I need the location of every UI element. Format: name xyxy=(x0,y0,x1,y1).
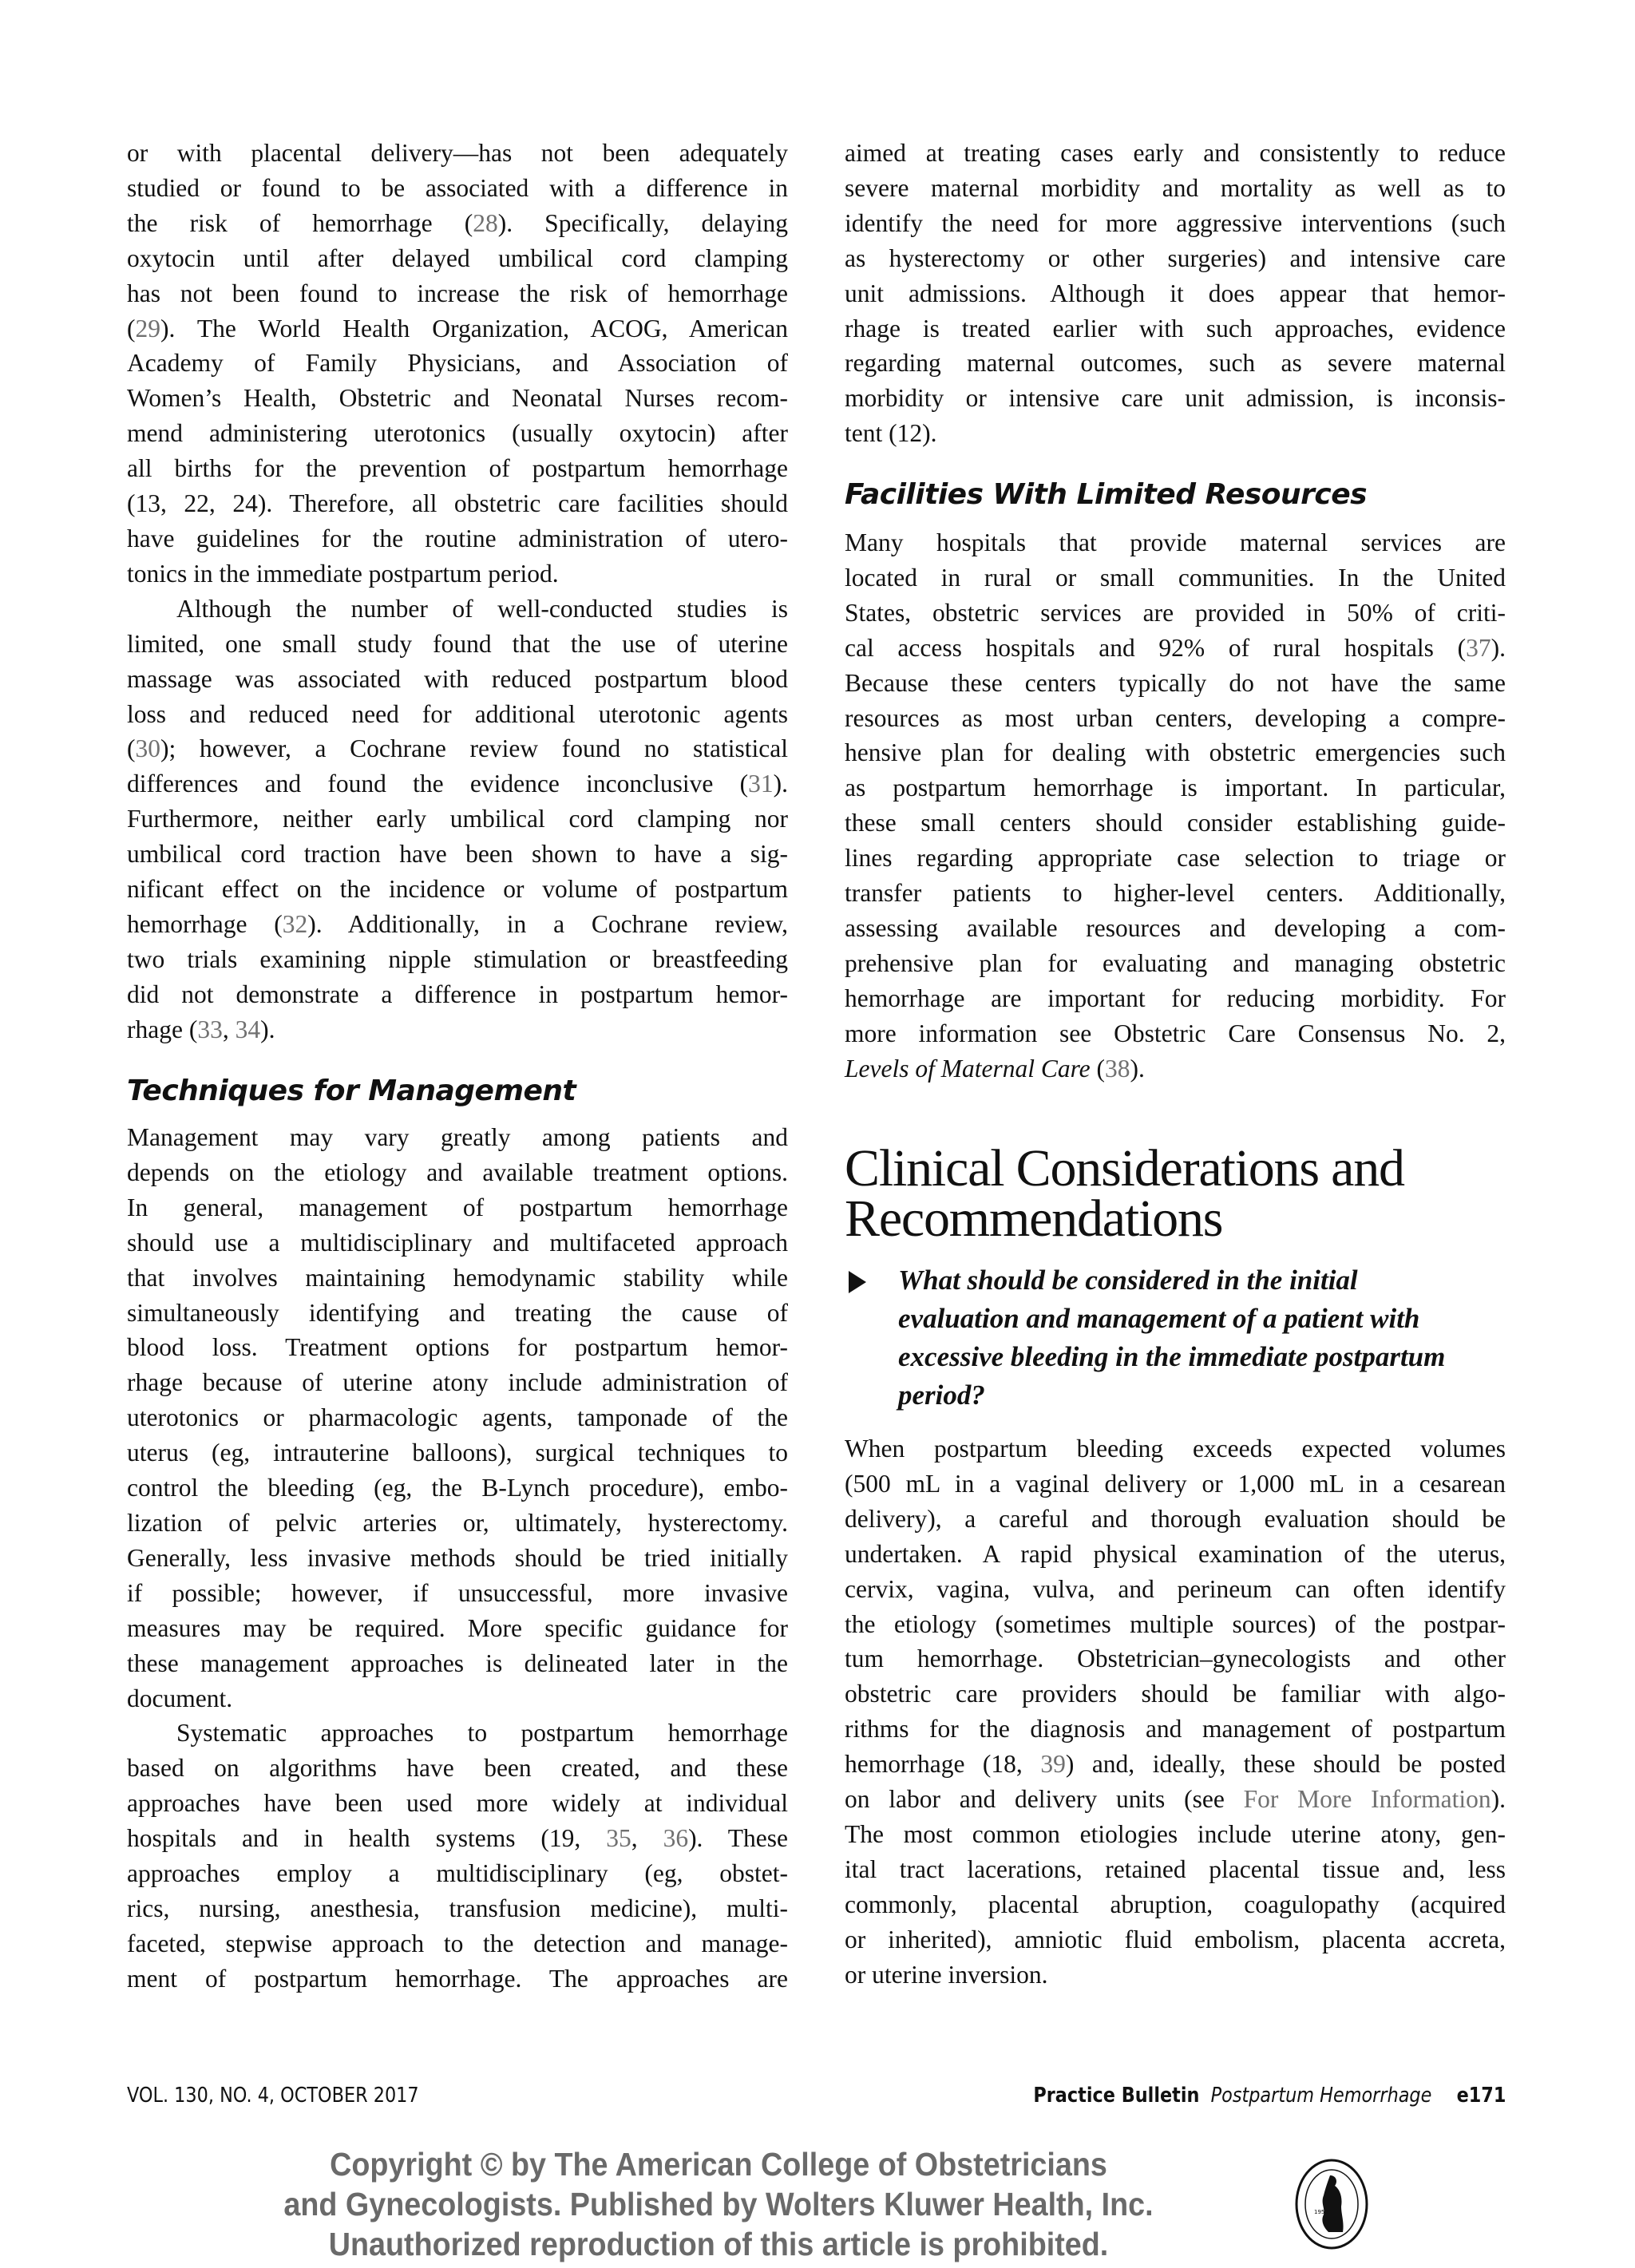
text-run: has not been found to increase the risk of hemorrhage xyxy=(127,279,788,307)
text-line xyxy=(845,841,1506,876)
text-line xyxy=(845,311,1506,346)
text-run: rhage ( xyxy=(127,1015,198,1043)
text-run: lines regarding appropriate case selection to triage or xyxy=(845,844,1506,873)
triangle-bullet-icon xyxy=(849,1271,866,1293)
reference-link[interactable]: 32 xyxy=(282,909,308,938)
text-run: ). Additionally, in a Cochrane review, xyxy=(307,909,788,938)
text-run: Women’s Health, Obstetric and Neonatal Nurses recom- xyxy=(127,384,788,413)
text-run: assessing available resources and developing a com- xyxy=(845,913,1506,942)
text-line xyxy=(127,1261,788,1296)
text-line xyxy=(845,1466,1506,1502)
text-line xyxy=(845,276,1506,311)
text-run: document. xyxy=(127,1684,233,1712)
text-run: ). The World Health Organization, ACOG, American xyxy=(160,314,788,342)
text-run: cervix, vagina, vulva, and perineum can often identify xyxy=(845,1574,1506,1603)
text-line xyxy=(845,770,1506,805)
text-run: all births for the prevention of postpartum hemorrhage xyxy=(127,454,788,483)
italic-title: Levels of Maternal Care xyxy=(845,1054,1091,1083)
text-run: lization of pelvic arteries or, ultimately, hysterectomy. xyxy=(127,1508,788,1537)
text-line xyxy=(127,1330,788,1365)
text-run: limited, one small study found that the use of uterine xyxy=(127,629,788,658)
text-line xyxy=(845,1572,1506,1607)
text-line xyxy=(127,241,788,276)
text-line xyxy=(845,1051,1506,1087)
text-run: The most common etiologies include uterine atony, gen- xyxy=(845,1819,1506,1848)
text-run: tent (12). xyxy=(845,419,937,448)
text-line xyxy=(845,981,1506,1016)
reference-link[interactable]: 38 xyxy=(1105,1054,1130,1083)
text-run: transfer patients to higher-level centers. Additionally, xyxy=(845,879,1506,908)
text-run: mend administering uterotonics (usually oxytocin) after xyxy=(127,419,788,448)
text-run: commonly, placental abruption, coagulopathy (acquired xyxy=(845,1890,1506,1918)
text-line xyxy=(127,1435,788,1470)
text-run: Furthermore, neither early umbilical cord clamping nor xyxy=(127,805,788,833)
text-line xyxy=(127,627,788,662)
reference-link[interactable]: 28 xyxy=(473,208,498,237)
text-line xyxy=(845,735,1506,770)
text-run: approaches employ a multidisciplinary (eg, obstet- xyxy=(127,1859,788,1888)
svg-text:1951: 1951 xyxy=(1314,2209,1328,2215)
text-line xyxy=(127,1541,788,1576)
question-heading: What should be considered in the initial evaluation and management of a patient with excessive bleeding in the immediate postpartum period? xyxy=(898,1265,1446,1411)
text-run: these management approaches is delineated later in the xyxy=(127,1649,788,1677)
text-line xyxy=(845,171,1506,206)
footer-topic: Postpartum Hemorrhage xyxy=(1210,2084,1431,2108)
text-run: as postpartum hemorrhage is important. In particular, xyxy=(845,774,1506,802)
text-line xyxy=(845,241,1506,276)
text-line xyxy=(127,346,788,381)
text-line xyxy=(127,136,788,171)
text-line xyxy=(845,1431,1506,1466)
text-line xyxy=(127,766,788,802)
text-line xyxy=(127,1786,788,1821)
text-run: Generally, less invasive methods should be tried initially xyxy=(127,1543,788,1572)
text-run: these small centers should consider establishing guide- xyxy=(845,809,1506,837)
text-run: Academy of Family Physicians, and Association of xyxy=(127,349,788,378)
text-run: nificant effect on the incidence or volume of postpartum xyxy=(127,875,788,904)
text-run: unit admissions. Although it does appear that hemor- xyxy=(845,279,1506,307)
text-run: ). xyxy=(1491,633,1506,662)
text-run: hemorrhage (18, xyxy=(845,1750,1041,1779)
text-line xyxy=(127,592,788,627)
text-run: two trials examining nipple stimulation or breastfeeding xyxy=(127,944,788,973)
text-line xyxy=(127,1856,788,1891)
text-run: located in rural or small communities. In the United xyxy=(845,563,1506,592)
text-line xyxy=(127,731,788,766)
text-run: rithms for the diagnosis and management of postpartum xyxy=(845,1715,1506,1744)
body-text-left-top xyxy=(127,136,788,1047)
text-run: ( xyxy=(1090,1054,1106,1083)
text-run: or with placental delivery—has not been adequately xyxy=(127,139,788,167)
text-line xyxy=(127,697,788,732)
text-run: Management may vary greatly among patients and xyxy=(127,1123,788,1151)
text-run: that involves maintaining hemodynamic stability while xyxy=(127,1263,788,1292)
text-run: the risk of hemorrhage ( xyxy=(127,208,473,237)
reference-link[interactable]: 29 xyxy=(135,314,160,342)
text-run: aimed at treating cases early and consistently to reduce xyxy=(845,139,1506,167)
copyright-line2: and Gynecologists. Published by Wolters Kluwer Health, Inc. xyxy=(283,2186,1154,2222)
text-line xyxy=(845,911,1506,946)
text-run: did not demonstrate a difference in postpartum hemor- xyxy=(127,980,788,1008)
text-run: rhage because of uterine atony include administration of xyxy=(127,1368,788,1397)
copyright-line1: Copyright © by The American College of Obstetricians xyxy=(330,2146,1107,2183)
text-run: hemorrhage ( xyxy=(127,909,283,938)
text-run: or uterine inversion. xyxy=(845,1960,1048,1989)
text-line xyxy=(127,1611,788,1646)
text-line xyxy=(845,1016,1506,1051)
text-run: resources as most urban centers, developing a compre- xyxy=(845,703,1506,732)
text-line xyxy=(845,206,1506,241)
text-run: as hysterectomy or other surgeries) and intensive care xyxy=(845,243,1506,272)
text-run: Because these centers typically do not have the same xyxy=(845,668,1506,697)
main-heading xyxy=(845,1139,1404,1248)
text-run: ). xyxy=(1130,1054,1145,1083)
text-line xyxy=(127,1012,788,1047)
text-line xyxy=(845,1607,1506,1642)
text-run: Systematic approaches to postpartum hemorrhage xyxy=(176,1719,788,1748)
footer-running-title xyxy=(1033,2080,1506,2112)
text-line xyxy=(127,1926,788,1961)
text-line xyxy=(845,1747,1506,1782)
text-run: severe maternal morbidity and mortality as well as to xyxy=(845,173,1506,202)
text-run: States, obstetric services are provided in 50% of criti- xyxy=(845,598,1506,627)
text-run: approaches have been used more widely at individual xyxy=(127,1789,788,1818)
text-run: or inherited), amniotic fluid embolism, placenta accreta, xyxy=(845,1925,1506,1953)
text-line xyxy=(127,907,788,942)
text-run: cal access hospitals and 92% of rural hospitals ( xyxy=(845,633,1467,662)
body-text-answer xyxy=(845,1431,1506,1993)
text-line xyxy=(127,521,788,556)
text-line xyxy=(845,1957,1506,1993)
text-run: delivery), a careful and thorough evaluation should be xyxy=(845,1504,1506,1533)
text-line xyxy=(127,1891,788,1926)
text-run: obstetric care providers should be familiar with algo- xyxy=(845,1680,1506,1708)
text-line xyxy=(845,525,1506,560)
text-line xyxy=(845,666,1506,701)
text-line xyxy=(127,416,788,451)
text-line xyxy=(845,1502,1506,1537)
text-line xyxy=(127,1400,788,1435)
text-run: based on algorithms have been created, and these xyxy=(127,1754,788,1783)
text-run: differences and found the evidence inconclusive ( xyxy=(127,770,749,798)
reference-link[interactable]: 35 xyxy=(606,1824,631,1853)
text-line xyxy=(127,1190,788,1225)
body-text-facilities xyxy=(845,525,1506,1087)
text-line xyxy=(127,662,788,697)
text-line xyxy=(845,1782,1506,1817)
text-run: ). These xyxy=(688,1824,789,1853)
text-line xyxy=(845,805,1506,841)
text-run: rhage is treated earlier with such approaches, evidence xyxy=(845,314,1506,342)
text-line xyxy=(127,1470,788,1506)
text-line xyxy=(845,1922,1506,1957)
text-line xyxy=(845,596,1506,631)
text-run: faceted, stepwise approach to the detection and manage- xyxy=(127,1929,788,1957)
text-line xyxy=(845,381,1506,416)
text-line xyxy=(127,802,788,837)
text-run: ) and, ideally, these should be posted xyxy=(1065,1750,1506,1779)
text-run: ment of postpartum hemorrhage. The approaches are xyxy=(127,1964,788,1993)
text-line xyxy=(127,206,788,241)
reference-link[interactable]: 30 xyxy=(135,734,160,763)
text-run: depends on the etiology and available treatment options. xyxy=(127,1158,788,1186)
text-run: prehensive plan for evaluating and managing obstetric xyxy=(845,948,1506,977)
text-run: Many hospitals that provide maternal services are xyxy=(845,528,1506,556)
main-heading-line1: Clinical Considerations and xyxy=(845,1139,1404,1197)
text-run: oxytocin until after delayed umbilical cord clamping xyxy=(127,243,788,272)
text-run: on labor and delivery units (see xyxy=(845,1785,1244,1814)
text-line xyxy=(845,1887,1506,1922)
text-run: simultaneously identifying and treating the cause of xyxy=(127,1298,788,1327)
text-line xyxy=(845,701,1506,736)
text-line xyxy=(127,1821,788,1856)
text-line xyxy=(127,942,788,977)
text-run: When postpartum bleeding exceeds expected volumes xyxy=(845,1435,1506,1463)
text-run: , xyxy=(631,1824,663,1853)
text-line xyxy=(127,276,788,311)
text-run: the etiology (sometimes multiple sources) of the postpar- xyxy=(845,1609,1506,1638)
text-run: blood loss. Treatment options for postpartum hemor- xyxy=(127,1333,788,1362)
copyright-notice xyxy=(248,2144,1189,2264)
text-run: ( xyxy=(127,734,136,763)
section-heading-facilities: Facilities With Limited Resources xyxy=(845,478,1368,511)
text-line xyxy=(127,1506,788,1541)
text-run: rics, nursing, anesthesia, transfusion medicine), multi- xyxy=(127,1894,788,1922)
text-line xyxy=(845,876,1506,911)
reference-link[interactable]: 36 xyxy=(663,1824,689,1853)
text-line xyxy=(845,946,1506,981)
text-run: morbidity or intensive care unit admission, is inconsis- xyxy=(845,384,1506,413)
text-run: massage was associated with reduced postpartum blood xyxy=(127,664,788,693)
text-run: umbilical cord traction have been shown to have a sig- xyxy=(127,840,788,869)
body-text-left-bottom xyxy=(127,1120,788,1997)
text-run: ( xyxy=(127,314,136,342)
text-run: uterus (eg, intrauterine balloons), surgical techniques to xyxy=(127,1439,788,1467)
text-run: identify the need for more aggressive interventions (such xyxy=(845,208,1506,237)
text-line xyxy=(127,1646,788,1681)
text-line xyxy=(127,1716,788,1751)
text-run: ). xyxy=(260,1015,275,1043)
text-line xyxy=(127,1961,788,1997)
text-line xyxy=(127,1120,788,1155)
reference-link[interactable]: For More Information xyxy=(1243,1785,1491,1814)
text-run: hensive plan for dealing with obstetric emergencies such xyxy=(845,738,1506,767)
text-run: regarding maternal outcomes, such as severe maternal xyxy=(845,349,1506,378)
text-run: if possible; however, if unsuccessful, more invasive xyxy=(127,1578,788,1607)
text-line xyxy=(845,560,1506,596)
reference-link[interactable]: 33 xyxy=(197,1015,223,1043)
text-line xyxy=(127,1365,788,1400)
text-line xyxy=(127,486,788,521)
text-run: control the bleeding (eg, the B-Lynch procedure), embo- xyxy=(127,1474,788,1502)
text-run: (13, 22, 24). Therefore, all obstetric care facilities should xyxy=(127,489,788,518)
text-run: ). Specifically, delaying xyxy=(497,208,789,237)
text-line xyxy=(127,1751,788,1786)
text-line xyxy=(845,631,1506,666)
acog-seal-logo xyxy=(1293,2158,1370,2250)
text-line xyxy=(127,872,788,907)
text-line xyxy=(127,1296,788,1331)
text-line xyxy=(845,1641,1506,1676)
text-run: tum hemorrhage. Obstetrician–gynecologists and other xyxy=(845,1645,1506,1673)
text-line xyxy=(845,1537,1506,1572)
text-line xyxy=(845,136,1506,171)
text-run: ). xyxy=(773,770,788,798)
text-line xyxy=(845,1676,1506,1712)
text-line xyxy=(127,556,788,592)
reference-link[interactable]: 31 xyxy=(748,770,774,798)
text-run: have guidelines for the routine administration of utero- xyxy=(127,524,788,552)
main-heading-line2: Recommendations xyxy=(845,1189,1223,1248)
text-line xyxy=(845,346,1506,381)
text-line xyxy=(127,381,788,416)
text-run: , xyxy=(222,1015,236,1043)
text-line xyxy=(127,451,788,486)
text-run: loss and reduced need for additional uterotonic agents xyxy=(127,699,788,728)
text-line xyxy=(127,837,788,872)
footer-series: Practice Bulletin xyxy=(1032,2084,1200,2108)
text-run: (500 mL in a vaginal delivery or 1,000 mL in a cesarean xyxy=(845,1469,1506,1498)
text-line xyxy=(127,1576,788,1611)
reference-link[interactable]: 39 xyxy=(1040,1750,1066,1779)
section-heading-techniques: Techniques for Management xyxy=(127,1075,576,1107)
text-run: ital tract lacerations, retained placental tissue and, less xyxy=(845,1854,1506,1883)
reference-link[interactable]: 34 xyxy=(235,1015,261,1043)
body-text-right-top xyxy=(845,136,1506,451)
text-run: hospitals and in health systems (19, xyxy=(127,1824,607,1853)
text-run: measures may be required. More specific guidance for xyxy=(127,1613,788,1642)
copyright-line3: Unauthorized reproduction of this article is prohibited. xyxy=(328,2226,1109,2262)
text-line xyxy=(127,171,788,206)
text-run: should use a multidisciplinary and multifaceted approach xyxy=(127,1228,788,1257)
text-run: more information see Obstetric Care Consensus No. 2, xyxy=(845,1019,1506,1047)
text-run: Although the number of well-conducted studies is xyxy=(176,594,788,623)
reference-link[interactable]: 37 xyxy=(1466,633,1491,662)
text-line xyxy=(127,977,788,1012)
text-run: undertaken. A rapid physical examination of the uterus, xyxy=(845,1539,1506,1568)
text-line xyxy=(127,311,788,346)
text-run: uterotonics or pharmacologic agents, tamponade of the xyxy=(127,1403,788,1432)
text-run: ). xyxy=(1491,1785,1506,1814)
text-run: ); however, a Cochrane review found no statistical xyxy=(160,734,788,763)
text-line xyxy=(127,1225,788,1261)
text-run: tonics in the immediate postpartum period. xyxy=(127,559,559,588)
text-line xyxy=(845,416,1506,451)
text-line xyxy=(845,1712,1506,1747)
text-line xyxy=(127,1681,788,1716)
text-run: studied or found to be associated with a difference in xyxy=(127,173,788,202)
text-run: hemorrhage are important for reducing morbidity. For xyxy=(845,984,1506,1012)
text-line xyxy=(127,1155,788,1190)
text-line xyxy=(845,1817,1506,1852)
text-line xyxy=(845,1852,1506,1887)
text-run: In general, management of postpartum hemorrhage xyxy=(127,1193,788,1221)
page-number: e171 xyxy=(1456,2084,1506,2108)
footer-volume: VOL. 130, NO. 4, OCTOBER 2017 xyxy=(127,2084,419,2108)
